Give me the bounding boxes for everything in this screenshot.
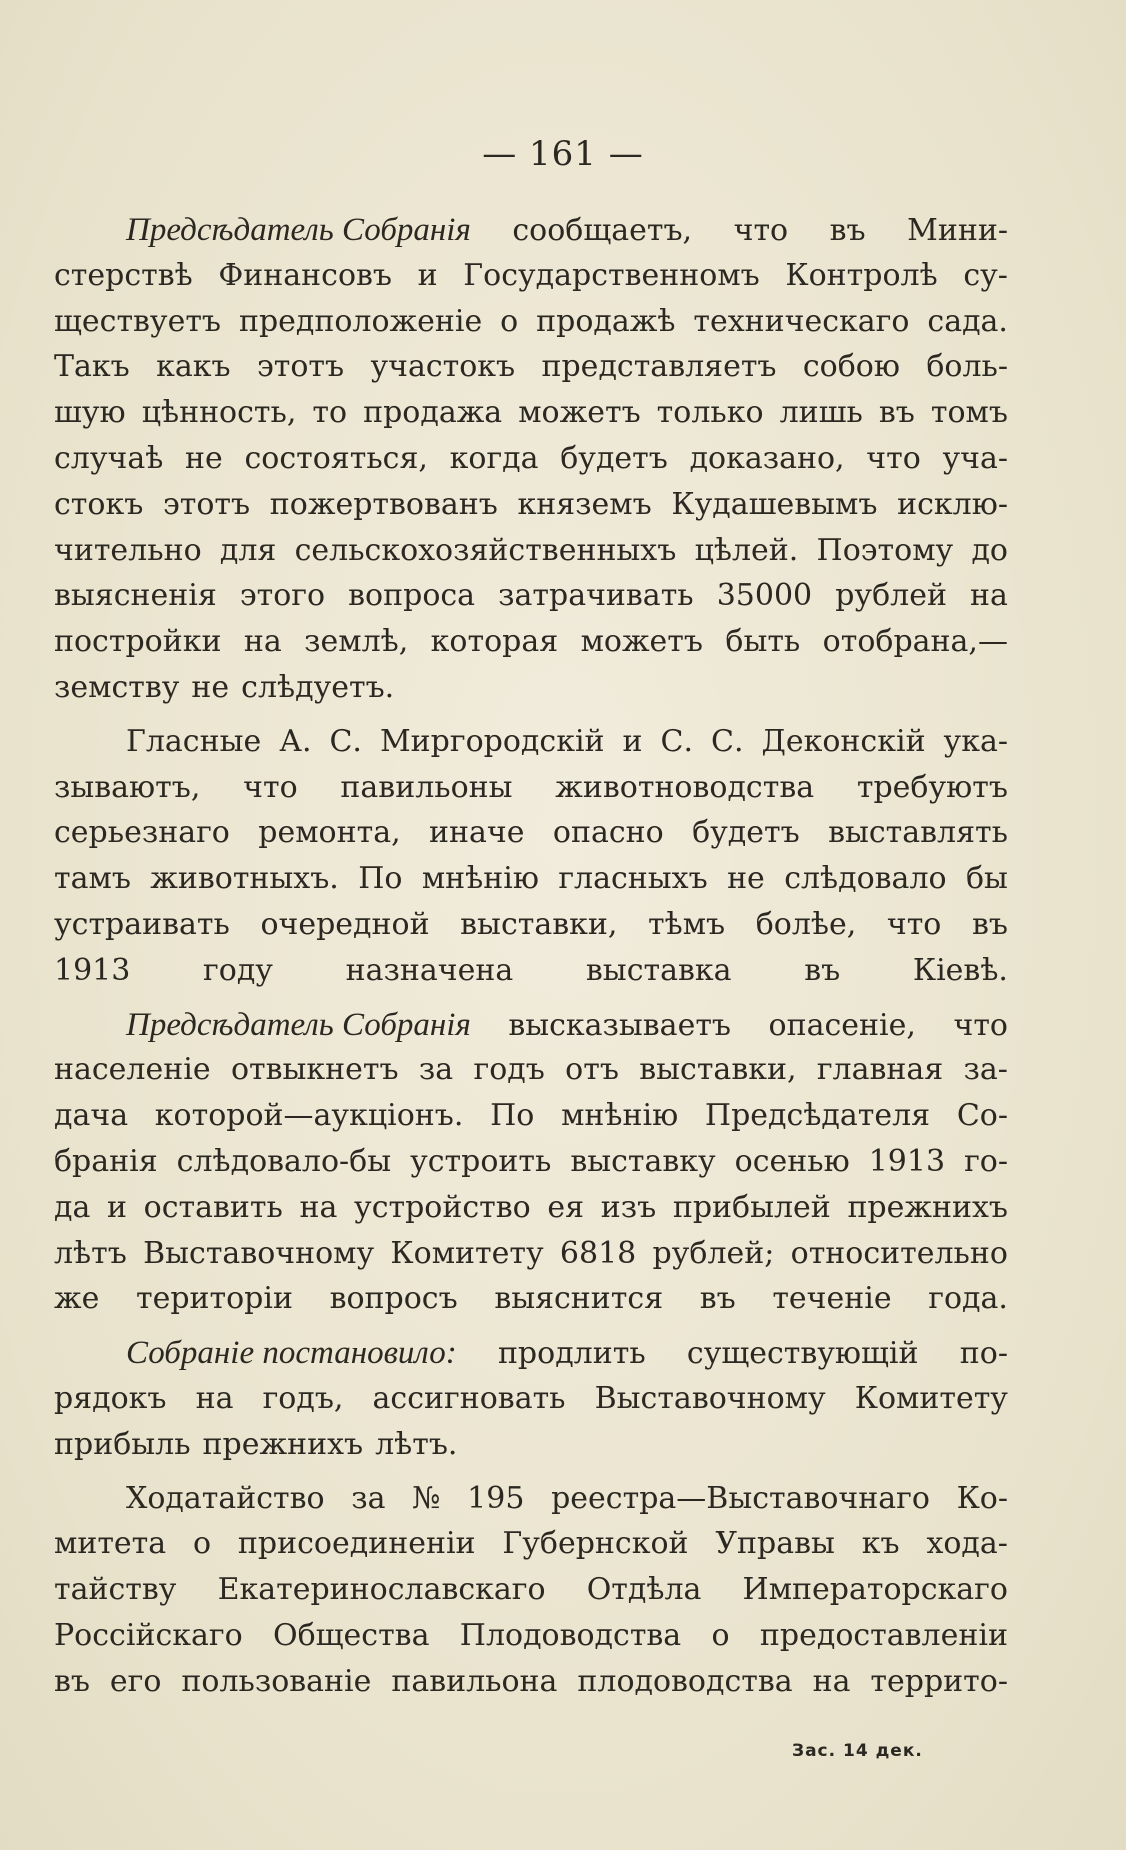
word: мнѣнію [421, 861, 539, 897]
word: высказываетъ [508, 1007, 731, 1043]
word: выставлять [828, 815, 1008, 851]
word: Комитету [390, 1235, 544, 1271]
paragraph [54, 1335, 1008, 1472]
word: По [358, 861, 403, 897]
word: С. [710, 723, 744, 759]
word: отвыкнетъ [230, 1052, 399, 1088]
text-line [54, 1618, 1008, 1664]
paragraph [54, 1007, 1008, 1328]
word: осенью [734, 1143, 850, 1179]
text-line [54, 1007, 1008, 1053]
word: и [622, 723, 643, 759]
word: сельскохозяйственныхъ [294, 532, 677, 568]
word: серьезнаго [54, 815, 230, 851]
word: Выставочному [594, 1380, 826, 1416]
word: присоединеніи [237, 1526, 476, 1562]
word: Кіевѣ. [912, 952, 1008, 988]
word: пожертвованъ [269, 486, 498, 522]
word: году [203, 952, 273, 988]
word: года. [928, 1281, 1008, 1317]
word: иначе [429, 815, 525, 851]
word: реестра—Выставочнаго [551, 1480, 930, 1516]
word: рублей; [652, 1235, 775, 1271]
signature-mark: Зас. 14 дек. [792, 1741, 923, 1761]
word: участокъ [370, 349, 516, 385]
word: на [299, 1189, 338, 1225]
word: что [733, 213, 789, 248]
word: о [500, 303, 519, 339]
word: Ко- [956, 1480, 1008, 1516]
word: Кудашевымъ [671, 486, 878, 522]
word: животноводства [555, 769, 815, 805]
word: животныхъ. [150, 861, 339, 897]
word: за- [963, 1052, 1008, 1088]
word: этотъ [162, 486, 251, 522]
word: 6818 [559, 1235, 637, 1271]
word: Предсѣдателя [704, 1098, 931, 1134]
word: Плодоводства [459, 1617, 682, 1653]
word: существующій [686, 1336, 919, 1372]
word: выяснится [494, 1281, 664, 1317]
italic-phrase: Собраніе постановило: [126, 1335, 457, 1372]
word: прежнихъ [202, 1426, 364, 1462]
word: плодоводства [577, 1663, 793, 1699]
word: Императорскаго [742, 1572, 1008, 1608]
text-line [54, 1281, 1008, 1327]
word: лѣтъ. [375, 1426, 458, 1462]
word: продажѣ [536, 303, 676, 339]
word: отъ [565, 1052, 619, 1088]
word: въ [54, 1663, 90, 1699]
paragraph [54, 1481, 1008, 1710]
word: доказано, [689, 440, 845, 476]
word: можетъ [580, 624, 703, 660]
word: очередной [260, 906, 430, 942]
word: По [490, 1098, 535, 1134]
word: слѣдуетъ. [241, 669, 395, 705]
paragraph [54, 212, 1008, 716]
word: чительно [54, 532, 202, 568]
word: ремонта, [258, 815, 401, 851]
word: тайству [54, 1572, 177, 1608]
word: для [219, 532, 277, 568]
word: что [866, 440, 921, 476]
text-line [54, 349, 1008, 395]
word: выставку [570, 1143, 716, 1179]
word: выясненія [54, 578, 217, 614]
word: и [417, 257, 438, 293]
word: не [727, 861, 765, 897]
word: Екатеринославскаго [217, 1572, 546, 1608]
word: Такъ [54, 349, 130, 385]
text-line [54, 1664, 1008, 1710]
word: бы [965, 861, 1008, 897]
word: 195 [467, 1480, 525, 1516]
word: будетъ [692, 815, 800, 851]
word: тамъ [54, 861, 131, 897]
word: въ [699, 1281, 736, 1317]
word: Деконскій [761, 723, 926, 759]
word: отобрана,— [822, 624, 1008, 660]
word: сообщаетъ, [512, 213, 693, 248]
word: 1913 [54, 952, 131, 988]
word: павильоны [340, 769, 513, 805]
text-line [54, 1335, 1008, 1381]
word: устроить [410, 1143, 552, 1179]
italic-phrase: Предсѣдатель Собранія [126, 1006, 471, 1043]
word: за [351, 1480, 386, 1516]
word: что [953, 1007, 1008, 1043]
text-line [54, 1144, 1008, 1190]
word: теченіе [772, 1281, 892, 1317]
word: не [191, 669, 230, 705]
word: територіи [135, 1281, 293, 1317]
word: уча- [942, 440, 1008, 476]
word: по- [959, 1336, 1008, 1372]
word: Ходатайство [126, 1480, 325, 1516]
text-line [54, 212, 1008, 258]
word: Поэтому [816, 532, 954, 568]
word: до [971, 532, 1008, 568]
text-line [54, 1190, 1008, 1236]
word: томъ [930, 395, 1008, 431]
word: продажа [363, 395, 503, 431]
word: собою [802, 349, 900, 385]
page-number: — 161 — [482, 134, 644, 174]
word: ука- [943, 723, 1008, 759]
word: и [107, 1189, 128, 1225]
word: не [185, 440, 223, 476]
word: шую [54, 395, 126, 431]
word: годъ, [262, 1380, 344, 1416]
word: 35000 [716, 578, 813, 614]
word: на [243, 624, 282, 660]
word: быть [725, 624, 801, 660]
word: въ [829, 213, 866, 248]
word: Со- [956, 1098, 1008, 1134]
word: то [312, 395, 348, 431]
word: тѣмъ [648, 906, 726, 942]
word: землѣ, [304, 624, 409, 660]
word: этотъ [256, 349, 345, 385]
word: № [412, 1480, 441, 1516]
word: Контролѣ [785, 257, 938, 293]
word: стокъ [54, 486, 144, 522]
text-line [54, 670, 1008, 716]
text-line [54, 770, 1008, 816]
text-line [54, 578, 1008, 624]
word: которой—аукціонъ. [154, 1098, 464, 1134]
word: случаѣ [54, 440, 164, 476]
word: назначена [345, 952, 514, 988]
text-line [54, 724, 1008, 770]
text-line [54, 861, 1008, 907]
word: Общества [272, 1617, 430, 1653]
word: въ [971, 906, 1008, 942]
word: опасеніе, [768, 1007, 916, 1043]
word: террито- [870, 1663, 1008, 1699]
word: представляетъ [541, 349, 777, 385]
word: лишь [779, 395, 863, 431]
word: рядокъ [54, 1380, 167, 1416]
word: Финансовъ [218, 257, 393, 293]
text-line [54, 624, 1008, 670]
text-line [54, 1481, 1008, 1527]
word: рублей [835, 578, 947, 614]
text-line [54, 1236, 1008, 1282]
word: годъ [473, 1052, 545, 1088]
word: опасно [552, 815, 664, 851]
word: А. [279, 723, 312, 759]
text-line [54, 1098, 1008, 1144]
word: выставка [585, 952, 732, 988]
body-text [54, 212, 1008, 1710]
word: главная [816, 1052, 944, 1088]
word: Мини- [907, 213, 1008, 248]
word: боль- [926, 349, 1008, 385]
word: затрачивать [498, 578, 694, 614]
word: дача [54, 1098, 129, 1134]
word: 1913 [868, 1143, 946, 1179]
word: этого [239, 578, 326, 614]
word: техническаго [693, 303, 910, 339]
word: Отдѣла [586, 1572, 702, 1608]
word: устраивать [54, 906, 230, 942]
word: павильона [391, 1663, 558, 1699]
word: когда [449, 440, 539, 476]
text-line [54, 441, 1008, 487]
word: Губернской [502, 1526, 689, 1562]
word: оставить [143, 1189, 283, 1225]
text-line [54, 395, 1008, 441]
word: сада. [927, 303, 1008, 339]
word: населеніе [54, 1052, 211, 1088]
word: о [193, 1526, 212, 1562]
word: относительно [790, 1235, 1008, 1271]
word: митета [54, 1526, 167, 1562]
word: стерствѣ [54, 257, 193, 293]
word: въ [878, 395, 915, 431]
word: мнѣнію [561, 1098, 679, 1134]
word: требуютъ [856, 769, 1008, 805]
word: постройки [54, 624, 222, 660]
word: лѣтъ [54, 1235, 127, 1271]
word: Комитету [854, 1380, 1008, 1416]
word: го- [964, 1143, 1008, 1179]
word: за [418, 1052, 454, 1088]
text-line [54, 815, 1008, 861]
word: болѣе, [755, 906, 857, 942]
word: хода- [926, 1526, 1008, 1562]
word: су- [963, 257, 1008, 293]
word: на [195, 1380, 234, 1416]
word: устройство [354, 1189, 531, 1225]
word: Миргородскій [379, 723, 605, 759]
word: Выставочному [143, 1235, 375, 1271]
text-line [54, 1572, 1008, 1618]
word: пользованіе [181, 1663, 372, 1699]
text-line [54, 953, 1008, 999]
text-line [54, 487, 1008, 533]
word: будетъ [560, 440, 668, 476]
word: бранія [54, 1143, 158, 1179]
word: въ [804, 952, 841, 988]
word: да [54, 1189, 91, 1225]
word: вопроса [348, 578, 476, 614]
text-line [54, 258, 1008, 304]
word: которая [430, 624, 559, 660]
word: княземъ [517, 486, 652, 522]
word: какъ [156, 349, 231, 385]
word: цѣнность, [141, 395, 297, 431]
word: слѣдовало [784, 861, 947, 897]
text-line [54, 907, 1008, 953]
word: С. [329, 723, 362, 759]
word: гласныхъ [558, 861, 708, 897]
paragraph [54, 724, 1008, 999]
word: земству [54, 669, 180, 705]
text-line [54, 1052, 1008, 1098]
italic-phrase: Предсѣдатель Собранія [126, 212, 471, 248]
word: Россійскаго [54, 1617, 243, 1653]
word: состояться, [244, 440, 428, 476]
word: что [243, 769, 298, 805]
word: С. [660, 723, 693, 759]
word: слѣдовало-бы [176, 1143, 392, 1179]
word: ассигновать [372, 1380, 566, 1416]
word: цѣлей. [694, 532, 799, 568]
text-line [54, 533, 1008, 579]
word: продлить [497, 1336, 646, 1372]
word: изъ [600, 1189, 657, 1225]
word: исклю- [897, 486, 1008, 522]
word: прибылей [672, 1189, 831, 1225]
word: ществуетъ [54, 303, 222, 339]
word: его [109, 1663, 162, 1699]
word: ея [547, 1189, 585, 1225]
word: Государственномъ [463, 257, 760, 293]
word: на [970, 578, 1008, 614]
text-line [54, 1526, 1008, 1572]
word: къ [861, 1526, 900, 1562]
word: только [656, 395, 764, 431]
word: прежнихъ [847, 1189, 1008, 1225]
word: предоставленіи [759, 1617, 1008, 1653]
word: на [812, 1663, 851, 1699]
word: о [711, 1617, 730, 1653]
text-line [54, 304, 1008, 350]
word: прибыль [54, 1426, 191, 1462]
word: Управы [715, 1526, 835, 1562]
word: можетъ [518, 395, 641, 431]
word: выставки, [460, 906, 618, 942]
word: что [886, 906, 942, 942]
word: же [54, 1281, 100, 1317]
word: предположеніе [238, 303, 483, 339]
word: выставки, [639, 1052, 797, 1088]
word: зываютъ, [54, 769, 201, 805]
text-line [54, 1427, 1008, 1473]
word: Гласные [126, 723, 262, 759]
text-line [54, 1381, 1008, 1427]
word: вопросъ [329, 1281, 458, 1317]
